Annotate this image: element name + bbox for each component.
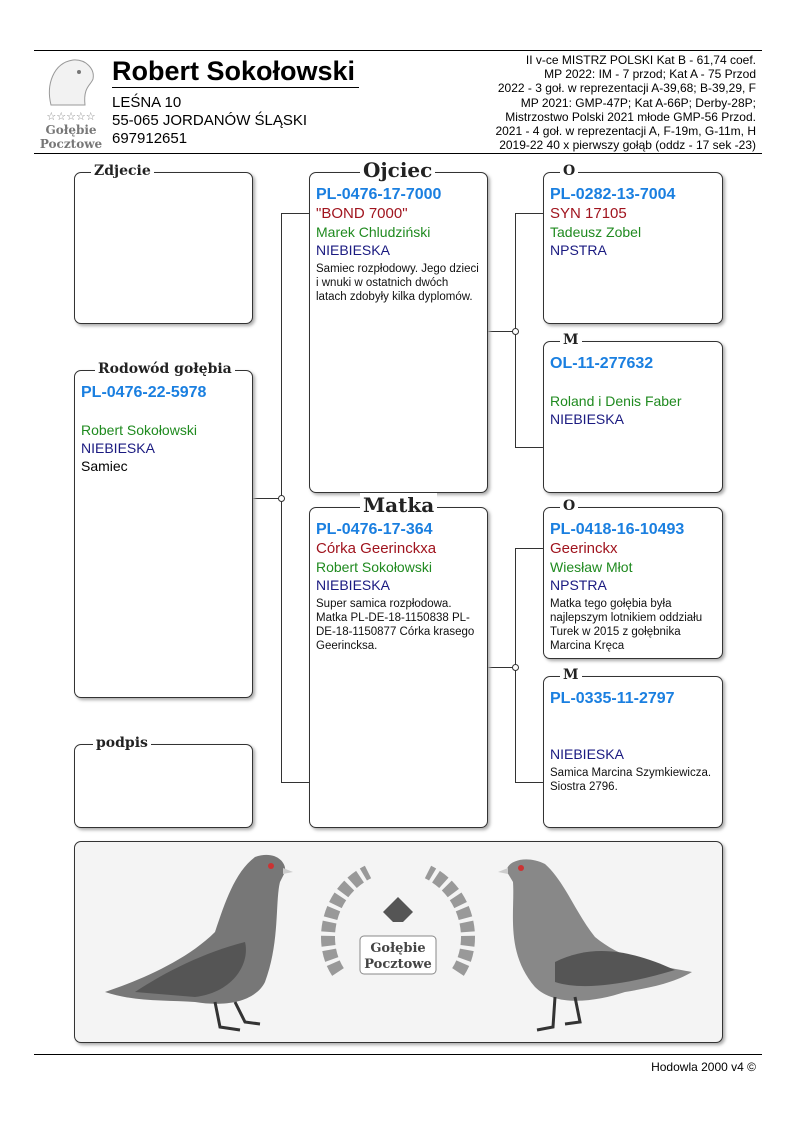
- achievements: [495, 53, 756, 152]
- color: NPSTRA: [550, 242, 607, 258]
- sex: Samiec: [81, 458, 128, 474]
- photo-box[interactable]: [74, 163, 253, 324]
- note: Samiec rozpłodowy. Jego dzieci i wnuki w ostatnich dwóch latach zdobyły kilka dyplomów.: [316, 263, 479, 303]
- connector: [515, 447, 543, 448]
- pigeon-name: Geerinckx: [550, 540, 618, 557]
- maternal-grandfather-box: [543, 498, 723, 659]
- owner: Robert Sokołowski: [316, 559, 432, 575]
- ring-number: PL-0282-13-7004: [550, 186, 676, 203]
- achievement: II v-ce MISTRZ POLSKI Kat B - 61,74 coef.: [525, 53, 756, 67]
- grandmother-title: M: [560, 666, 582, 684]
- logo: [36, 55, 106, 151]
- father-title: Ojciec: [360, 158, 435, 182]
- owner: Marek Chludziński: [316, 224, 431, 240]
- pigeon-head-icon: [41, 55, 101, 107]
- maternal-grandmother-box: [543, 667, 723, 828]
- header-bottom-rule: [34, 153, 762, 154]
- signature-title: podpis: [93, 734, 151, 752]
- color: NIEBIESKA: [81, 440, 155, 456]
- pigeon-name: "BOND 7000": [316, 205, 408, 222]
- breeder-address: [112, 94, 307, 148]
- banner-logo-text: Gołębie: [370, 941, 426, 956]
- right-pigeon-image: [498, 859, 692, 1030]
- paternal-grandmother-box: [543, 332, 723, 493]
- ring-number: PL-0335-11-2797: [550, 690, 675, 707]
- address-line-2: 55-065 JORDANÓW ŚLĄSKI: [112, 112, 308, 129]
- logo-text-2: Pocztowe: [39, 137, 103, 151]
- connector: [487, 331, 515, 332]
- achievement: MP 2021: GMP-47P; Kat A-66P; Derby-28P;: [520, 95, 756, 110]
- paternal-grandfather-box: [543, 163, 723, 324]
- signature-box[interactable]: [74, 735, 253, 828]
- connector: [281, 213, 309, 214]
- ring-number: PL-0476-17-364: [316, 521, 433, 538]
- banner-logo-text: Pocztowe: [364, 957, 432, 972]
- phone: 697912651: [112, 130, 188, 147]
- connector-node: [512, 664, 519, 671]
- logo-text-1: Gołębie: [45, 123, 97, 137]
- color: NIEBIESKA: [316, 242, 390, 258]
- center-logo: [328, 872, 468, 974]
- grandmother-title: M: [560, 331, 582, 349]
- header-top-rule: [34, 50, 762, 51]
- ring-number: PL-0476-17-7000: [316, 186, 442, 203]
- color: NIEBIESKA: [550, 746, 624, 762]
- achievement: 2022 - 3 goł. w reprezentacji A-39,68; B-39,29, F: [497, 81, 756, 96]
- connector: [515, 213, 543, 214]
- pigeon-images-banner: [74, 841, 723, 1043]
- footer-credit: Hodowla 2000 v4 ©: [651, 1060, 756, 1074]
- mother-title: Matka: [360, 493, 437, 517]
- subject-title: Rodowód gołębia: [95, 360, 235, 378]
- note: Matka tego gołębia była najlepszym lotnikiem oddziału Turek w 2015 z gołębnika Marcina Kręca: [550, 598, 703, 652]
- connector: [281, 782, 309, 783]
- owner: Tadeusz Zobel: [550, 224, 642, 240]
- pigeons-illustration: [75, 842, 722, 1042]
- ring-number: OL-11-277632: [550, 355, 654, 372]
- note: Super samica rozpłodowa. Matka PL-DE-18-1150838 PL-DE-18-1150877 Córka krasego Geerincksa.: [316, 598, 475, 652]
- note: Samica Marcina Szymkiewicza. Siostra 2796.: [550, 767, 712, 793]
- color: NPSTRA: [550, 577, 607, 593]
- breeder-name: Robert Sokołowski: [112, 55, 359, 88]
- pigeon-name: SYN 17105: [550, 205, 627, 222]
- pigeon-name: Córka Geerinckxa: [316, 540, 437, 557]
- owner: Wiesław Młot: [550, 559, 633, 575]
- subject-box: [74, 361, 253, 698]
- connector: [487, 667, 515, 668]
- connector: [515, 782, 543, 783]
- owner: Roland i Denis Faber: [550, 393, 682, 409]
- left-pigeon-image: [105, 855, 293, 1030]
- achievement: MP 2022: IM - 7 przod; Kat A - 75 Przod: [544, 67, 756, 82]
- color: NIEBIESKA: [316, 577, 390, 593]
- connector: [252, 498, 281, 499]
- connector: [515, 548, 543, 549]
- footer-rule: [34, 1054, 762, 1055]
- grandfather-title: O: [560, 497, 578, 515]
- achievement: Mistrzostwo Polski 2021 młode GMP-56 Przod.: [505, 109, 756, 124]
- father-box: [309, 158, 488, 493]
- connector-node: [512, 328, 519, 335]
- ring-number: PL-0418-16-10493: [550, 521, 685, 538]
- connector-node: [278, 495, 285, 502]
- photo-title: Zdjecie: [91, 162, 154, 180]
- mother-box: [309, 493, 488, 828]
- address-line-1: LEŚNA 10: [112, 94, 182, 111]
- achievement: 2021 - 4 goł. w reprezentacji A, F-19m, G-11m, H: [495, 124, 756, 139]
- grandfather-title: O: [560, 162, 578, 180]
- owner: Robert Sokołowski: [81, 422, 197, 438]
- stars: ☆☆☆☆☆: [46, 111, 96, 123]
- color: NIEBIESKA: [550, 411, 624, 427]
- ring-number: PL-0476-22-5978: [81, 384, 207, 401]
- achievement: 2019-22 40 x pierwszy gołąb (oddz - 17 sek -23): [499, 138, 756, 153]
